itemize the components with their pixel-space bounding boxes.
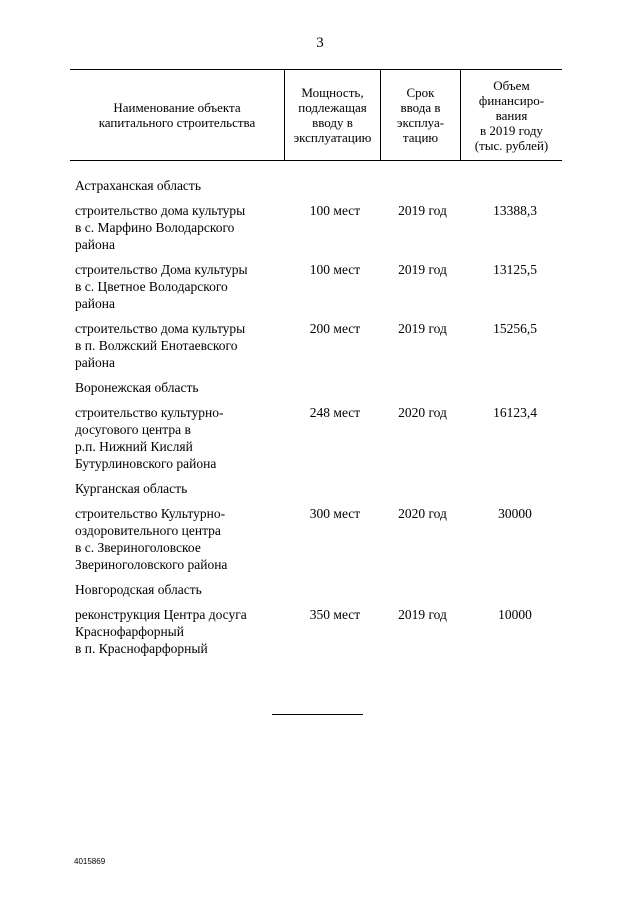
table-header	[70, 69, 562, 161]
header-capacity: Мощность, подлежащая вводу в эксплуатацию	[284, 70, 380, 160]
table-body	[75, 177, 565, 665]
term-value: 2019 год	[398, 607, 447, 622]
term-value: 2020 год	[398, 405, 447, 420]
table-row	[75, 261, 565, 312]
region-heading: Курганская область	[75, 481, 188, 496]
object-name: строительство дома культуры в п. Волжский Енотаевского района	[75, 321, 246, 370]
footer-rule	[272, 714, 363, 715]
document-code: 4015869	[74, 857, 106, 866]
amount-value: 30000	[498, 506, 532, 521]
capacity-value: 248 мест	[309, 405, 361, 420]
region-heading: Воронежская область	[75, 380, 199, 395]
term-value: 2019 год	[398, 262, 447, 277]
object-name: реконструкция Центра досуга Краснофарфорный в п. Краснофарфорный	[75, 607, 247, 656]
amount-value: 10000	[498, 607, 532, 622]
header-funding-amount: Объем финансиро- вания в 2019 году (тыс. рублей)	[460, 70, 562, 160]
amount-value: 13388,3	[493, 203, 537, 218]
table-row	[75, 404, 565, 472]
object-name: строительство дома культуры в с. Марфино Володарского района	[75, 203, 246, 252]
object-name: строительство Дома культуры в с. Цветное Володарского района	[75, 262, 248, 311]
object-name: строительство культурно- досугового центра в р.п. Нижний Кисляй Бутурлиновского района	[75, 405, 224, 471]
capacity-value: 350 мест	[309, 607, 361, 622]
region-heading: Астраханская область	[75, 178, 201, 193]
amount-value: 16123,4	[493, 405, 537, 420]
table-row	[75, 606, 565, 657]
header-object-name: Наименование объекта капитального строительства	[98, 100, 256, 130]
table-row	[75, 202, 565, 253]
term-value: 2019 год	[398, 321, 447, 336]
region-heading: Новгородская область	[75, 582, 202, 597]
table-row	[75, 505, 565, 573]
amount-value: 13125,5	[493, 262, 537, 277]
amount-value: 15256,5	[493, 321, 537, 336]
header-commissioning-term: Срок ввода в эксплуа- тацию	[380, 70, 460, 160]
term-value: 2020 год	[398, 506, 447, 521]
capacity-value: 300 мест	[309, 506, 361, 521]
capacity-value: 100 мест	[309, 262, 361, 277]
table-row	[75, 320, 565, 371]
page-number: 3	[316, 35, 324, 51]
term-value: 2019 год	[398, 203, 447, 218]
capacity-value: 100 мест	[309, 203, 361, 218]
capacity-value: 200 мест	[309, 321, 361, 336]
object-name: строительство Культурно- оздоровительного центра в с. Звериноголовское Звериноголовского района	[75, 506, 228, 572]
